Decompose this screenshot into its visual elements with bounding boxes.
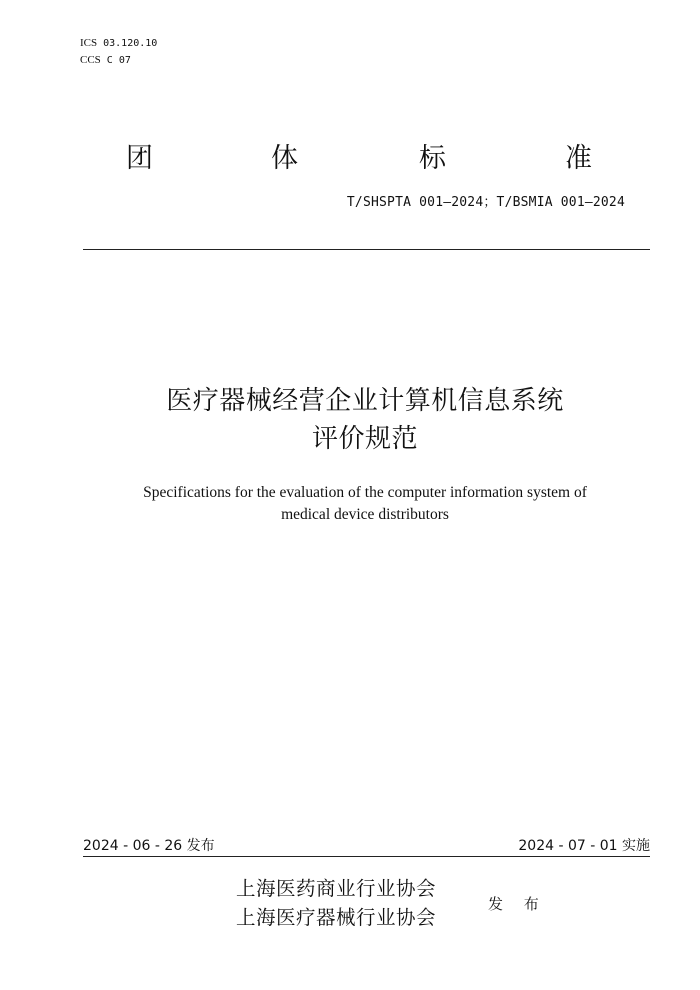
- title-english-line1: Specifications for the evaluation of the computer information system of: [143, 484, 587, 501]
- publisher-name: 上海医药商业行业协会: [236, 877, 437, 900]
- title-chinese: [0, 382, 700, 458]
- publish-label: 发 布: [488, 895, 547, 913]
- standard-type-char: 团: [126, 143, 153, 174]
- title-english: [110, 482, 620, 526]
- ccs-code: C 07: [106, 55, 131, 66]
- ics-label: ICS: [80, 37, 98, 49]
- title-chinese-line2: 评价规范: [311, 424, 418, 454]
- publisher-list: [236, 874, 436, 932]
- ics-line: [80, 35, 157, 52]
- standard-type-char: 准: [565, 143, 592, 174]
- ccs-label: CCS: [80, 54, 101, 66]
- standard-type-char: 体: [271, 143, 298, 174]
- classification-codes: [80, 35, 157, 69]
- standard-type-heading: [0, 136, 700, 172]
- standard-type-char: 标: [419, 143, 446, 174]
- standard-number: T/SHSPTA 001—2024；T/BSMIA 001—2024: [346, 195, 625, 210]
- issue-date: 2024 - 06 - 26 发布: [83, 838, 215, 854]
- bottom-divider: [83, 856, 650, 857]
- ccs-line: [80, 52, 157, 69]
- publisher-name: 上海医疗器械行业协会: [236, 906, 437, 929]
- ics-code: 03.120.10: [103, 38, 158, 49]
- title-english-line2: medical device distributors: [281, 506, 449, 523]
- title-chinese-line1: 医疗器械经营企业计算机信息系统: [166, 386, 564, 416]
- implementation-date: 2024 - 07 - 01 实施: [518, 838, 650, 854]
- top-divider: [83, 249, 650, 250]
